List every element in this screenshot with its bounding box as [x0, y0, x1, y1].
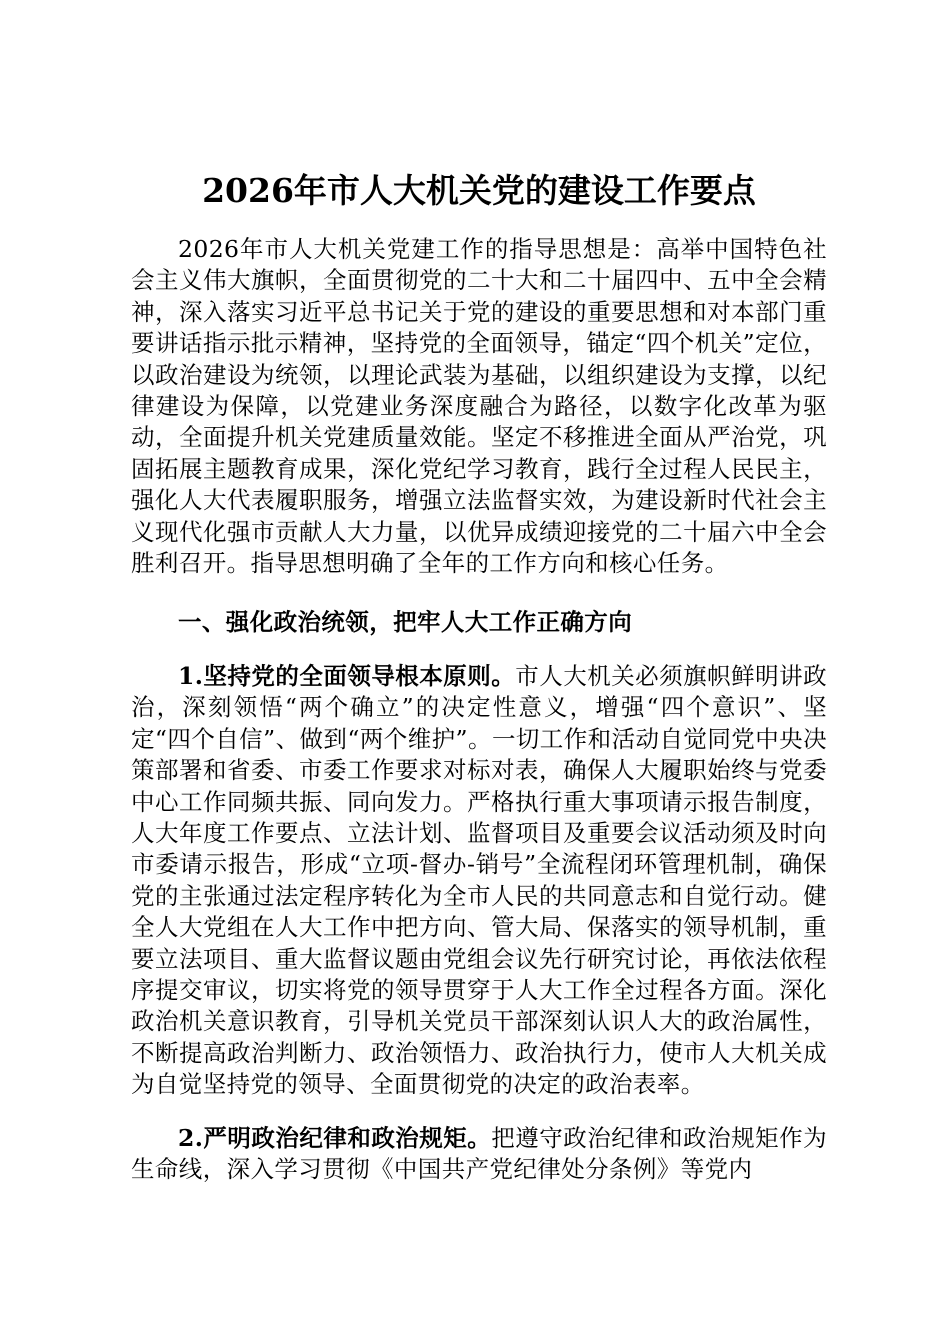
- item-body-1: 市人大机关必须旗帜鲜明讲政治，深刻领悟“两个确立”的决定性意义，增强“四个意识”、坚定“四个自信”、做到“两个维护”。一切工作和活动自觉同党中央决策部署和省委、市委工作要求对标对表，确保人大履职始终与党委中心工作同频共振、同向发力。严格执行重大事项请示报告制度，人大年度工作要点、立法计划、监督项目及重要会议活动须及时向市委请示报告，形成“立项-督办-销号”全流程闭环管理机制，确保党的主张通过法定程序转化为全市人民的共同意志和自觉行动。健全人大党组在人大工作中把方向、管大局、保落实的领导机制，重要立法项目、重大监督议题由党组会议先行研究讨论，再依法依程序提交审议，切实将党的领导贯穿于人大工作全过程各方面。深化政治机关意识教育，引导机关党员干部深刻认识人大的政治属性，不断提高政治判断力、政治领悟力、政治执行力，使市人大机关成为自觉坚持党的领导、全面贯彻党的决定的政治表率。: [131, 661, 827, 1099]
- item-body-2: 把遵守政治纪律和政治规矩作为生命线，深入学习贯彻《中国共产党纪律处分条例》等党内: [131, 1123, 827, 1183]
- document-page: [131, 168, 827, 1185]
- item-lead-2: 2.严明政治纪律和政治规矩。: [178, 1123, 492, 1152]
- item-lead-1: 1.坚持党的全面领导根本原则。: [178, 661, 516, 690]
- document-title: 2026年市人大机关党的建设工作要点: [202, 171, 756, 210]
- guiding-thought-paragraph: 2026年市人大机关党建工作的指导思想是：高举中国特色社会主义伟大旗帜，全面贯彻党的二十大和二十届四中、五中全会精神，深入落实习近平总书记关于党的建设的重要思想和对本部门重要讲话指示批示精神，坚持党的全面领导，锚定“四个机关”定位，以政治建设为统领，以理论武装为基础，以组织建设为支撑，以纪律建设为保障，以党建业务深度融合为路径，以数字化改革为驱动，全面提升机关党建质量效能。坚定不移推进全面从严治党，巩固拓展主题教育成果，深化党纪学习教育，践行全过程人民民主，强化人大代表履职服务，增强立法监督实效，为建设新时代社会主义现代化强市贡献人大力量，以优异成绩迎接党的二十届六中全会胜利召开。指导思想明确了全年的工作方向和核心任务。: [131, 235, 827, 578]
- section-heading: 一、强化政治统领，把牢人大工作正确方向: [178, 608, 633, 637]
- section-item-2: [131, 1123, 827, 1186]
- section-item-1: [131, 661, 827, 1101]
